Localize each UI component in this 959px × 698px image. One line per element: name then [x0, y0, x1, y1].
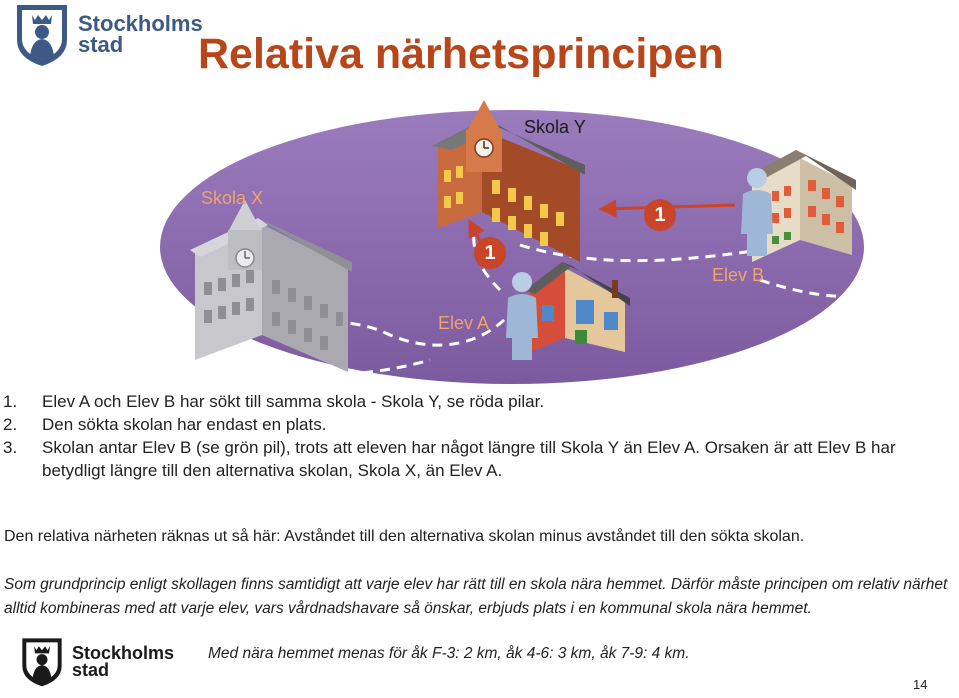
school-y-label: Skola Y	[524, 117, 586, 137]
list-number: 1.	[3, 392, 18, 411]
student-b-label: Elev B	[712, 265, 765, 285]
relative-distance-paragraph: Den relativa närheten räknas ut så här: Avståndet till den alternativa skolan minus avståndet till den sökta skolan.	[4, 528, 805, 545]
list-number: 3.	[3, 438, 18, 457]
list-text: Den sökta skolan har endast en plats.	[42, 415, 327, 434]
city-crest-icon	[20, 636, 64, 688]
student-a-label: Elev A	[438, 313, 490, 333]
logo-line1: Stockholms	[78, 11, 203, 37]
logo-wordmark	[72, 642, 175, 680]
stockholm-logo-bottom	[20, 636, 174, 688]
list-text: Skolan antar Elev B (se grön pil), trots att eleven har något längre till Skola Y än Elev A. Orsaken är att Elev B har betydligt längre till den alternativa skolan, Skola X, än Elev A.	[42, 438, 896, 480]
badge-student-a: 1	[474, 237, 506, 269]
list-text: Elev A och Elev B har sökt till samma skola - Skola Y, se röda pilar.	[42, 392, 545, 411]
school-x-label: Skola X	[201, 188, 264, 208]
school-law-paragraph: Som grundprincip enligt skollagen finns samtidigt att varje elev har rätt till en skola nära hemmet. Därför måste principen om relativ närhet alltid kombineras med att varje elev, vars vårdnadshavare så önskar, erbjuds plats i en kommunal skola nära hemmet.	[4, 576, 948, 617]
page-number: 14	[913, 677, 928, 692]
list-item	[0, 413, 950, 436]
logo-line1: Stockholms	[72, 642, 175, 663]
list-item	[0, 390, 950, 413]
explanation-list	[0, 390, 950, 482]
distance-definition: Med nära hemmet menas för åk F-3: 2 km, åk 4-6: 3 km, åk 7-9: 4 km.	[208, 645, 690, 662]
page-title: Relativa närhetsprincipen	[198, 30, 724, 78]
list-item	[0, 436, 950, 482]
logo-line2: stad	[78, 32, 124, 57]
logo-line2: stad	[72, 660, 110, 680]
badge-student-b: 1	[644, 199, 676, 231]
list-number: 2.	[3, 415, 18, 434]
